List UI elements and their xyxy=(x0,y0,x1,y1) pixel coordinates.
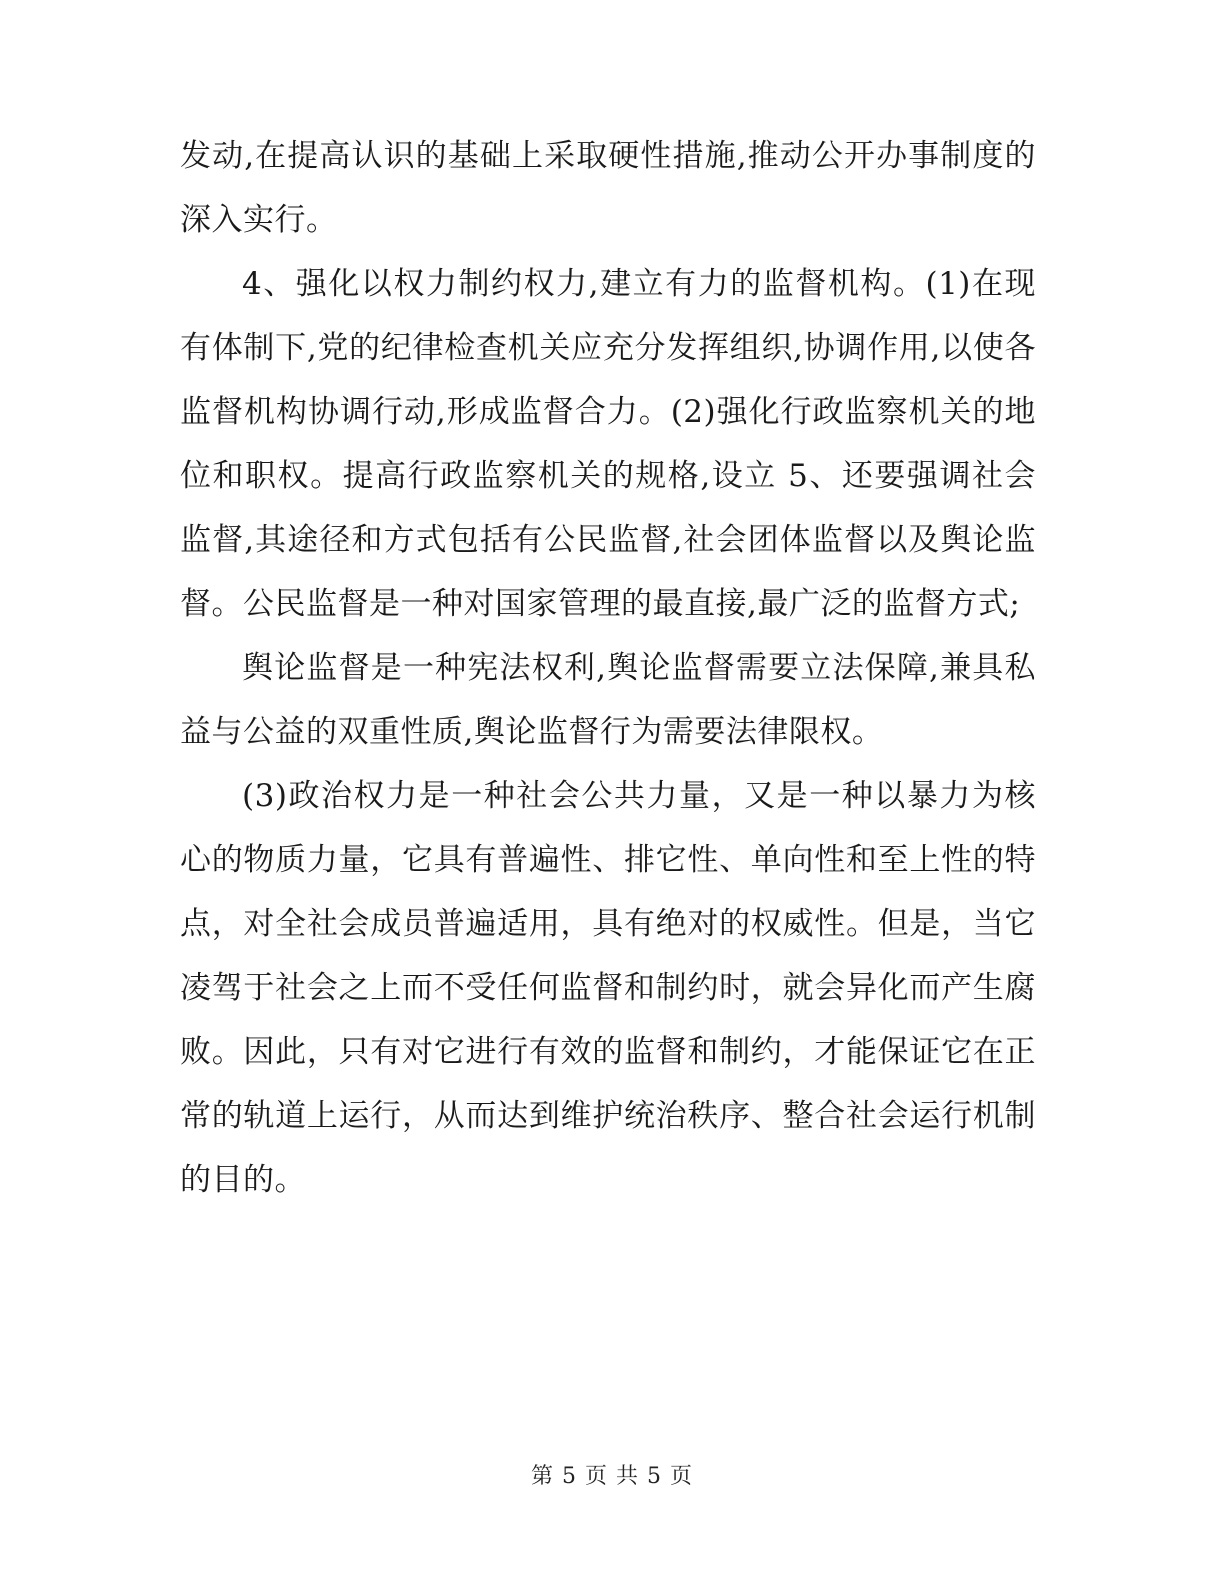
paragraph-public-opinion-supervision: 舆论监督是一种宪法权利,舆论监督需要立法保障,兼具私益与公益的双重性质,舆论监督行为需要法律限权。 xyxy=(180,650,1036,750)
body-text xyxy=(180,124,1036,1212)
paragraph-continuation: 发动,在提高认识的基础上采取硬性措施,推动公开办事制度的深入实行。 xyxy=(180,138,1036,238)
paragraph-political-power: (3)政治权力是一种社会公共力量，又是一种以暴力为核心的物质力量，它具有普遍性、排它性、单向性和至上性的特点，对全社会成员普遍适用，具有绝对的权威性。但是，当它凌驾于社会之上而不受任何监督和制约时，就会异化而产生腐败。因此，只有对它进行有效的监督和制约，才能保证它在正常的轨道上运行，从而达到维护统治秩序、整合社会运行机制的目的。 xyxy=(180,778,1036,1198)
page-number-footer: 第 5 页 共 5 页 xyxy=(531,1464,693,1489)
paragraph-supervision-institutions: 4、强化以权力制约权力,建立有力的监督机构。(1)在现有体制下,党的纪律检查机关应充分发挥组织,协调作用,以使各监督机构协调行动,形成监督合力。(2)强化行政监察机关的地位和职权。提高行政监察机关的规格,设立 5、还要强调社会监督,其途径和方式包括有公民监督,社会团体监督以及舆论监督。公民监督是一种对国家管理的最直接,最广泛的监督方式; xyxy=(180,266,1036,622)
